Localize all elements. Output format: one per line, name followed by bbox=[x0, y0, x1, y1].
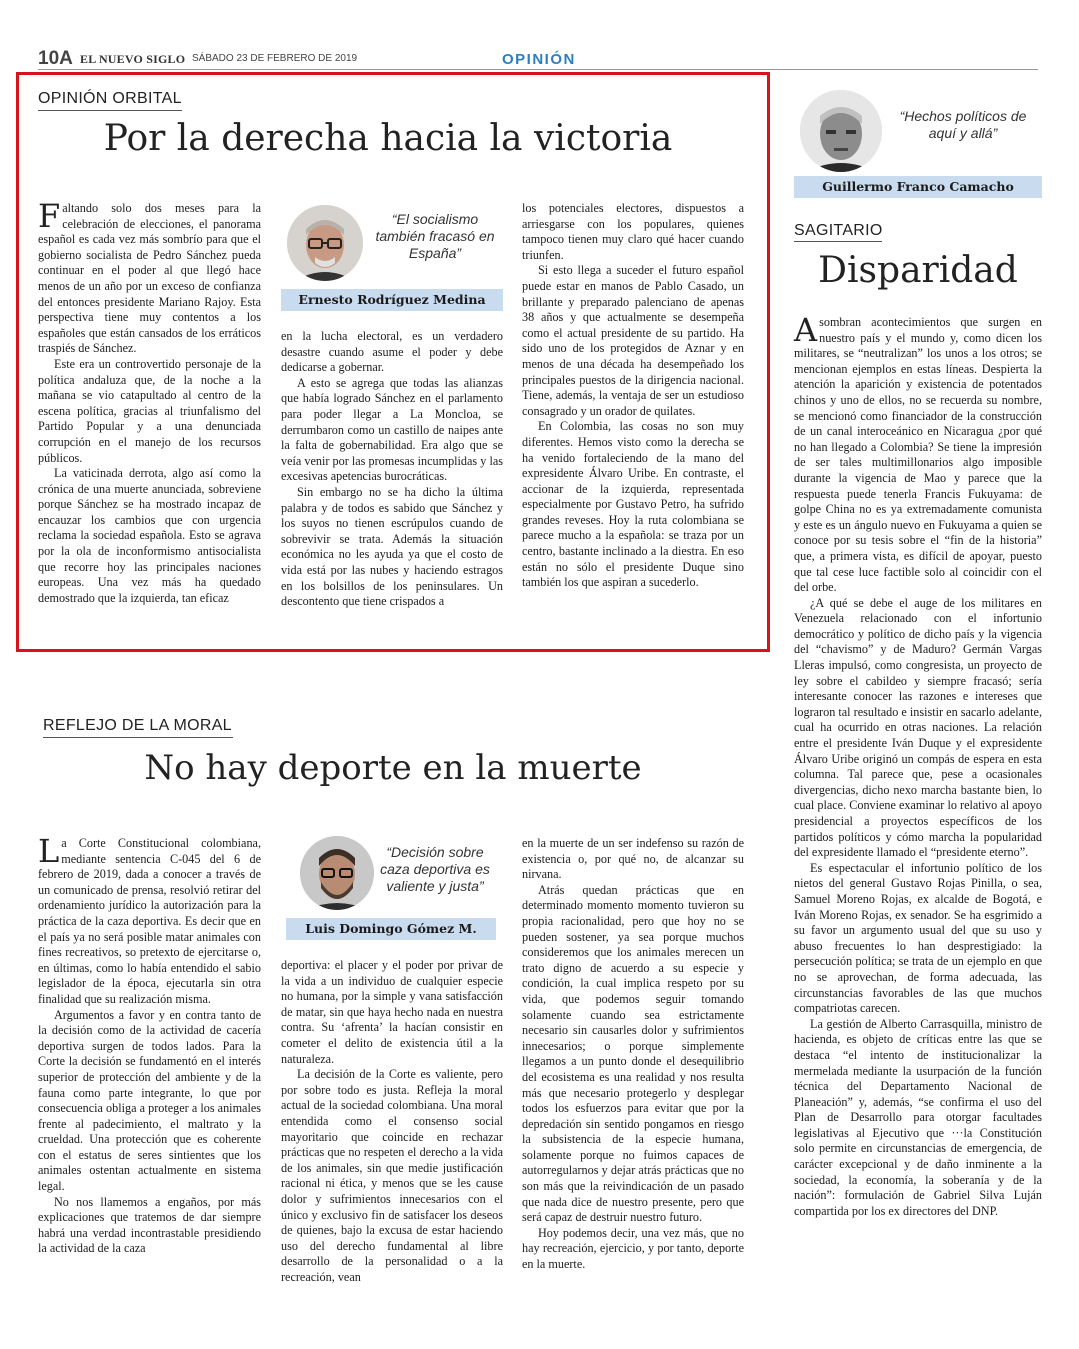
article1-paragraph: A esto se agrega que todas las alianzas que había logrado Sánchez en el parlamento para poder llegar a La Moncloa, se derrumbaron como un castillo de naipes ante la falta de gobernabilidad. Era algo que se veía venir por las promesas incumplidas y las excesivas apetencias burocráticas. bbox=[281, 375, 503, 484]
publication-date: SÁBADO 23 DE FEBRERO DE 2019 bbox=[192, 53, 358, 64]
masthead: EL NUEVO SIGLO bbox=[80, 52, 186, 66]
page-header bbox=[38, 48, 1038, 70]
article1-paragraph: altando solo dos meses para la celebración de elecciones, el panorama español es cada vez más sombrío para que el gobierno socialista de Pedro Sánchez pueda continuar en el poder al que llegó hace menos de un año por un exceso de confianza del entonces presidente Mariano Rajoy. Esta perspectiva tiene muy contentos a los españoles que están cansados de los erráticos traspiés de Sánchez. bbox=[38, 201, 261, 356]
article3-paragraph: sombran acontecimientos que surgen en nuestro país y el mundo y, como dicen los militares, se “neutralizan” los unos a los otros; se mencionan ejemplos en estas líneas. Despierta la atención la aparición y existencia de potentados chinos y uno de ellos, no se recuerda su nombre, se mencionó como financiador de la construcción de un canal interoceánico en Nicaragua ¿por qué no han llegado a Colombia? Se tiene la impresión de ser tales multimillonarios algo imposible durante la vigencia de Mao y parece que la respuesta puede tenerla Francis Fukuyama: de golpe China no es ya extremadamente comunista y este es un ángulo nuevo en Fukuyama a quien se conoce por su tesis sobre el “fin de la historia” que, a primera vista, es difícil de apoyar, puesto que tal cese luce factible solo al coincidir con el del orbe. bbox=[794, 315, 1042, 595]
article1-paragraph: los potenciales electores, dispuestos a arriesgarse con los populares, quienes tampoco tienen muy claro qué hacer cuando triunfen. bbox=[522, 201, 744, 262]
article2-paragraph: Argumentos a favor y en contra tanto de la decisión como de la actividad de cacería deportiva surgen de todos lados. Para la Corte la decisión se fundamentó en el interés superior de protección del ambiente y de la fauna como parte integrante, lo que por consecuencia obliga a proteger a los animales frente al padecimiento, el maltrato y la crueldad. Una protección que es coherente con el estatus de seres sintientes que los animales ostentan actualmente en sistema legal. bbox=[38, 1007, 261, 1194]
article2-kicker: REFLEJO DE LA MORAL bbox=[43, 717, 232, 734]
author-pullquote: “El socialismo también fracasó en España” bbox=[375, 211, 495, 261]
page-number: 10A bbox=[38, 48, 73, 69]
article2-paragraph: Atrás quedan prácticas que en determinado momento momento tuvieron su propia racionalidad, pero que hoy no se pueden sostener, ya sea porque muchos consideremos que los animales merecen un trato digno de acuerdo a su especie y condición, la cual implica respeto por su vida, que podemos seguir tomando solamente cuando sea estrictamente necesario sin causarles dolor y sufrimientos innecesarios; o porque simplemente llegamos a un punto donde el desequilibrio del ecosistema es una realidad y nos resulta más que necesario protegerlo y desplegar todos los esfuerzos para evitar que por la depredación sin sentido pongamos en riesgo la subsistencia de la especie humana, solamente porque no fuimos capaces de autorregularnos y dejar atrás prácticas que no son más que la reivindicación de un pasado que nada dice de nuestro presente, pero que será capaz de destruir nuestro futuro. bbox=[522, 882, 744, 1225]
article2-paragraph: en la muerte de un ser indefenso su razón de existencia o, por qué no, de alcanzar su nirvana. bbox=[522, 836, 744, 882]
article2-paragraph: La decisión de la Corte es valiente, pero por sobre todo es justa. Refleja la moral actual de la sociedad colombiana. Una moral entendida como el consenso social mayoritario que coincide en rechazar prácticas que no respeten el derecho a la vida de los animales, sin que medie justificación racional ni ética, y menos que se les cause dolor y sufrimientos innecesarios con el único y exclusivo fin de satisfacer los deseos de quienes, bajo la excusa de estar haciendo uso del derecho fundamental al libre desarrollo de la personalidad o a la recreación, vean bbox=[281, 1067, 503, 1284]
article2-column-3 bbox=[522, 836, 744, 1273]
article1-paragraph: La vaticinada derrota, algo así como la crónica de una muerte anunciada, sobreviene porque Sánchez se ha mostrado incapaz de encauzar los cambios que con urgencia reclama la sociedad española. Esto se agrava por la ola de inconformismo antisocialista que recorre hoy las principales naciones europeas. Una vez más ha quedado demostrado que la izquierda, tan eficaz bbox=[38, 466, 261, 605]
author-name: Luis Domingo Gómez M. bbox=[286, 918, 496, 940]
article2-dropcap: L bbox=[38, 832, 60, 870]
article1-kicker-underline bbox=[38, 110, 182, 111]
author-name: Guillermo Franco Camacho bbox=[794, 176, 1042, 198]
article2-paragraph: a Corte Constitucional colombiana, mediante sentencia C-045 del 6 de febrero de 2019, dada a conocer a través de un comunicado de prensa, resolvió retirar del ordenamiento jurídico la autorización para la práctica de la caza deportiva. Es decir que en el país ya no será posible matar animales con fines recreativos, so pretexto de ejercitarse o, en últimas, como lo había entendido el sabio legislador de la época, ejecutarla sin otra finalidad que su realización misma. bbox=[38, 836, 261, 1006]
article3-kicker-underline bbox=[794, 241, 882, 242]
article1-paragraph: Sin embargo no se ha dicho la última palabra y de todos es sabido que Sánchez y los suyos no tienen escrúpulos cuando de sobrevivir se trata. Además la situación económica no les ayuda ya que el costo de vida está por las nubes y haciendo estragos en los bolsillos de los peninsulares. Un descontento que tiene crispados a bbox=[281, 484, 503, 609]
article2-column-2 bbox=[281, 958, 503, 1285]
article2-paragraph: Hoy podemos decir, una vez más, que no hay recreación, ejercicio, y por tanto, deporte en la muerte. bbox=[522, 1225, 744, 1272]
article3-paragraph: ¿A qué se debe el auge de los militares en Venezuela relacionado con el infortunio democrático y político de dicho país y la vigencia del “chavismo” y de Maduro? Germán Vargas Lleras impulsó, como congresista, un proyecto de ley sobre el cabildeo y siempre fracasó; sería interesante conocer las razones e intereses que lograron tal resultado e insistir en sacarlo adelante, cual ha ocurrido en otras naciones. La relación entre el presidente Iván Duque y el expresidente Álvaro Uribe originó un compás de espera en esta columna. Tal parece que, pese a ocasionales divergencias, dicho nexo marcha bastante bien, lo cual place. Conviene examinar lo relativo al apoyo presidencial a proyectos específicos de los partidos políticos y cómo marcha la popularidad del expresidente llamado el “presidente eterno”. bbox=[794, 595, 1042, 860]
article2-paragraph: deportiva: el placer y el poder por privar de la vida a un individuo de cualquier especie no humana, por la simple y vana satisfacción de matar, sin que haya hecho nada en nuestra contra. Su ‘afrenta’ la hacían consistir en cometer el delito de existencia útil a la naturaleza. bbox=[281, 958, 503, 1066]
header-divider bbox=[38, 69, 1038, 70]
article1-paragraph: Este era un controvertido personaje de la política andaluza que, de la noche a la mañana se vio catapultado al centro de la escena política, gracias al triunfalismo del Partido Popular y a una denunciada corrupción en el manejo de los recursos públicos. bbox=[38, 356, 261, 465]
article3-headline: Disparidad bbox=[818, 250, 1018, 291]
article1-paragraph: en la lucha electoral, es un verdadero desastre cuando asume el poder y debe dedicarse a gobernar. bbox=[281, 329, 503, 375]
article1-column-2 bbox=[281, 329, 503, 610]
article2-headline: No hay deporte en la muerte bbox=[144, 748, 642, 788]
author-photo bbox=[800, 90, 882, 172]
article2-column-1 bbox=[38, 832, 261, 1257]
article2-paragraph: No nos llamemos a engaños, por más explicaciones que tratemos de dar siempre habrá una verdad incontrastable presidiendo la actividad de la caza bbox=[38, 1194, 261, 1256]
article1-paragraph: En Colombia, las cosas no son muy diferentes. Hemos visto como la derecha se ha venido fortaleciendo de la mano del expresidente Álvaro Uribe. En contraste, el accionar de la izquierda, representada especialmente por Gustavo Petro, ha sufrido grandes reveses. Hoy la ruta colombiana se parece mucho a la española: se traza por un centro, bastante inclinado a la diestra. En eso están no sólo el presidente Duque sino también los que aspiran a sucederlo. bbox=[522, 419, 744, 590]
article1-column-3 bbox=[522, 201, 744, 591]
author-photo bbox=[287, 205, 363, 281]
article3-kicker: SAGITARIO bbox=[794, 222, 883, 239]
article3-dropcap: A bbox=[794, 311, 818, 349]
author-pullquote: “Hechos políticos de aquí y allá” bbox=[899, 108, 1027, 141]
author-pullquote: “Decisión sobre caza deportiva es valiente y justa” bbox=[380, 844, 490, 894]
section-name: OPINIÓN bbox=[502, 51, 576, 68]
article1-paragraph: Si esto llega a suceder el futuro español puede estar en manos de Pablo Casado, un brillante y preparado palenciano de apenas 38 años y que actualmente se desempeña como el actual presidente de su partido. Ha sido uno de los protegidos de Aznar y en menos de una década ha desempeñado los principales puestos de la dirigencia nacional. Tiene, además, la ventaja de ser un estudioso consagrado y un orador de quilates. bbox=[522, 263, 744, 418]
author-photo bbox=[300, 836, 374, 910]
article1-headline: Por la derecha hacia la victoria bbox=[103, 118, 673, 159]
article1-kicker: OPINIÓN ORBITAL bbox=[38, 90, 182, 107]
article2-author-box bbox=[286, 830, 496, 942]
article3-author-box bbox=[794, 86, 1042, 200]
article2-kicker-underline bbox=[43, 737, 233, 738]
article3-column bbox=[794, 311, 1042, 1219]
author-name: Ernesto Rodríguez Medina bbox=[281, 289, 503, 311]
article3-paragraph: Es espectacular el infortunio político de los nietos del general Gustavo Rojas Pinilla, o sea, Samuel Moreno Rojas, ex alcalde de Bogotá, e Iván Moreno Rojas, ex senador. Se ha esgrimido a su favor un argumento usual del que su uso y abuso frecuentes lo han desprestigiado: la persecución política; se trata de un ejemplo en que no se aprovechan, de forma adecuada, las circunstancias favorables de las que muchos compatriotas carecen. bbox=[794, 860, 1042, 1016]
article1-author-box bbox=[281, 201, 503, 313]
article1-column-1 bbox=[38, 197, 261, 606]
article1-dropcap: F bbox=[38, 197, 61, 235]
article3-paragraph: La gestión de Alberto Carrasquilla, ministro de hacienda, es objeto de críticas entre las que se destaca “el intento de institucionalizar la mermelada mediante la usurpación de la función técnica del Departamento Nacional de Planeación” y, además, “se confirma el uso del Plan de Desarrollo para otorgar facultades legislativas al Ejecutivo que ···la Constitución solo permite en circunstancias de emergencia, de carácter excepcional y de daño inminente a la sociedad, la economía, la soberanía y de la nación”: formulación de Gabriel Silva Luján compartida por los ex directores del DNP. bbox=[794, 1016, 1042, 1218]
